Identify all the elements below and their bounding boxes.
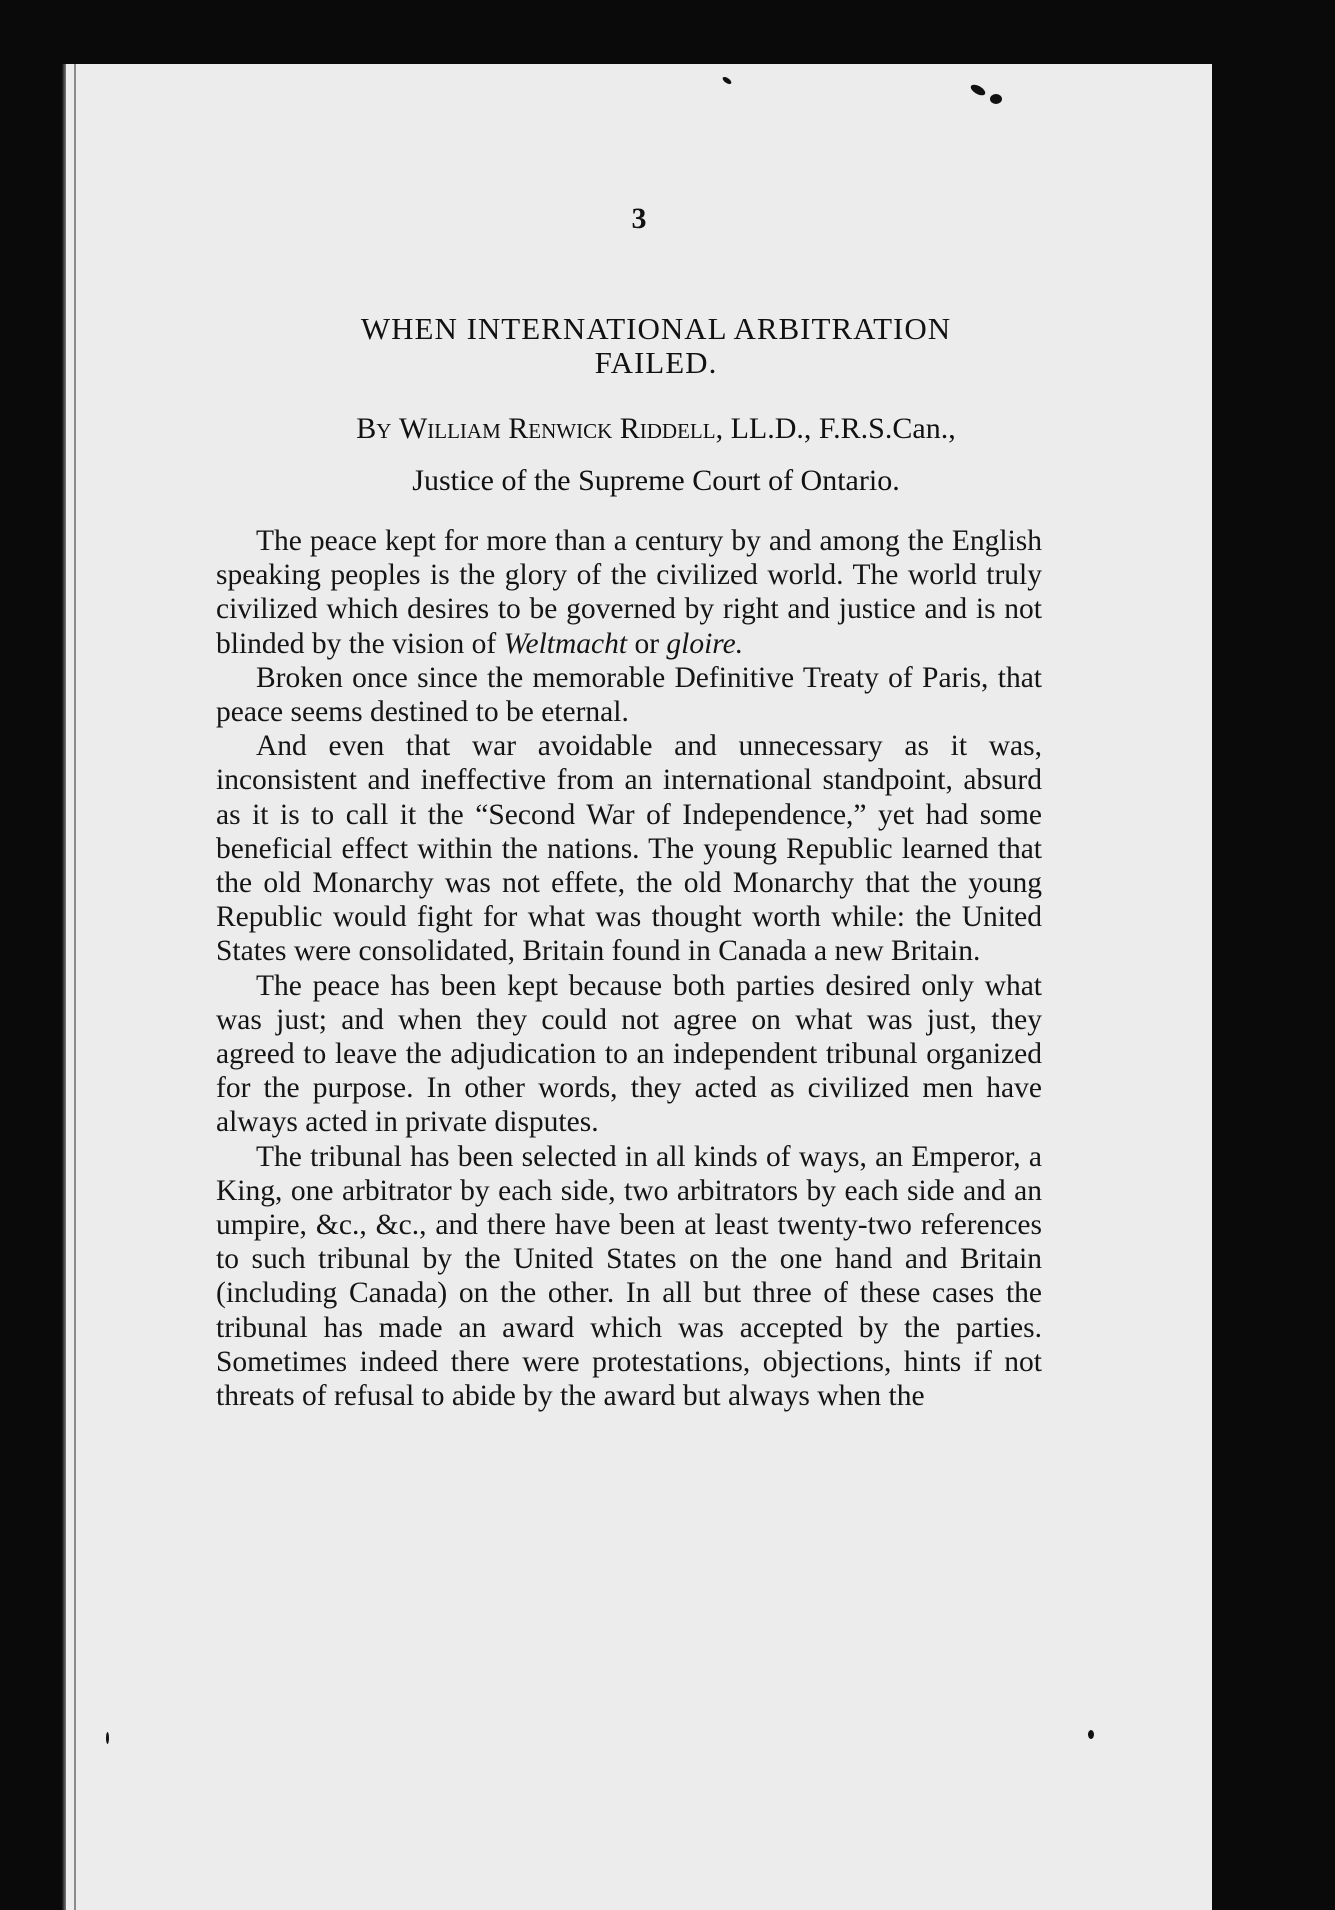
scan-speck — [721, 76, 732, 86]
title-line-1: WHEN INTERNATIONAL ARBITRATION — [360, 311, 952, 346]
paragraph-4: The peace has been kept because both parties desired only what was just; and when they could not agree on what was just, they agreed to leave the adjudication to an independent tribunal organized for the purpose. In other words, they acted as civilized men have always acted in private disputes. — [216, 969, 1042, 1139]
document-page — [66, 64, 1212, 1910]
article-title — [206, 312, 1106, 380]
paragraph-1-text-b: or — [627, 627, 667, 660]
paragraph-1-text-a: The peace kept for more than a century by and among the English speaking peoples is the glory of the civilized world. The world truly civilized which desires to be governed by right and justice and is not blinded by the vision of — [216, 525, 1042, 660]
page-number: 3 — [631, 202, 647, 235]
paragraph-1-emphasis-1: Weltmacht — [503, 627, 628, 660]
author-position: Justice of the Supreme Court of Ontario. — [412, 464, 900, 497]
scan-speck — [106, 1732, 109, 1744]
byline-credentials: , LL.D., F.R.S.Can., — [715, 412, 956, 445]
title-line-2: FAILED. — [594, 345, 718, 380]
paragraph-1 — [216, 524, 1042, 661]
paragraph-2: Broken once since the memorable Definitive Treaty of Paris, that peace seems destined to be eternal. — [216, 661, 1042, 729]
scan-speck — [969, 83, 987, 98]
paragraph-5: The tribunal has been selected in all kinds of ways, an Emperor, a King, one arbitrator by each side, two arbitrators by each side and an umpire, &c., &c., and there have been at least twenty-two references to such tribunal by the United States on the one hand and Britain (including Canada) on the other. In all but three of these cases the tribunal has made an award which was accepted by the parties. Sometimes indeed there were protestations, objections, hints if not threats of refusal to abide by the award but always when the — [216, 1140, 1042, 1413]
paragraph-1-emphasis-2: gloire. — [666, 627, 744, 660]
scan-speck — [1088, 1730, 1094, 1739]
scan-speck — [990, 94, 1002, 104]
byline-author: William Renwick Riddell — [398, 412, 716, 445]
body-text — [216, 524, 1042, 1413]
byline-by: By — [356, 412, 392, 445]
paragraph-3: And even that war avoidable and unnecessary as it was, inconsistent and ineffective from an international standpoint, absurd as it is to call it the “Second War of Independence,” yet had some beneficial effect within the nations. The young Republic learned that the old Monarchy was not effete, the old Monarchy that the young Republic would fight for what was thought worth while: the United States were consolidated, Britain found in Canada a new Britain. — [216, 730, 1042, 968]
byline — [236, 412, 1076, 446]
gutter-line — [74, 64, 76, 1910]
